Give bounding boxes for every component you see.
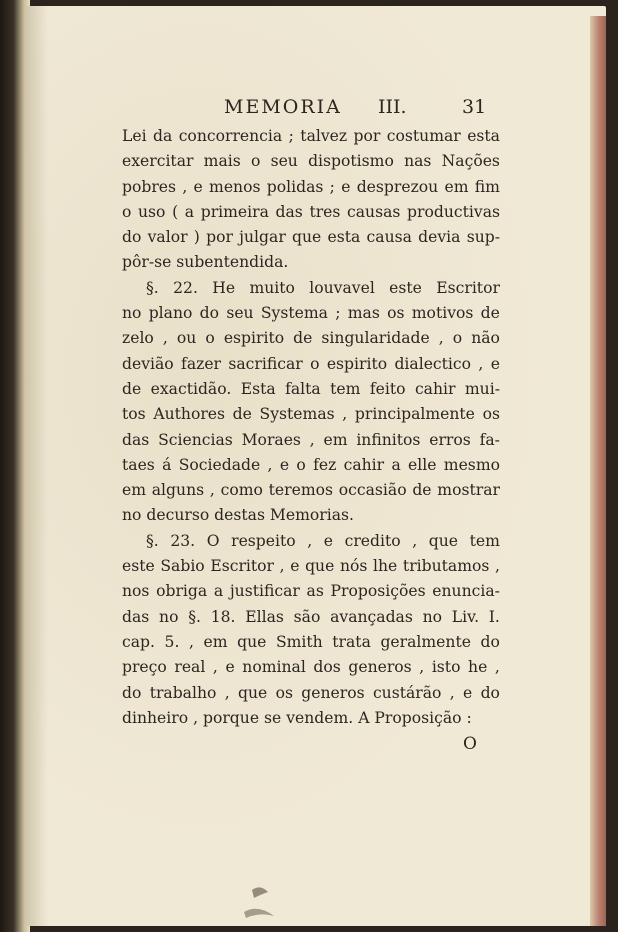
text-line: §. 23. O respeito , e credito , que tem xyxy=(146,531,500,550)
ink-smudge xyxy=(238,882,282,922)
text-line: em alguns , como teremos occasião de mostrar xyxy=(122,481,500,500)
text-line: este Sabio Escritor , e que nós lhe tributamos , xyxy=(122,557,500,576)
chapter-number: III. xyxy=(378,96,407,118)
catchword: O xyxy=(463,734,477,754)
text-line: cap. 5. , em que Smith trata geralmente do xyxy=(122,632,500,651)
page-number: 31 xyxy=(462,96,487,118)
text-line: do valor ) por julgar que esta causa devia sup- xyxy=(122,228,500,247)
text-line: das Sciencias Moraes , em infinitos erros fa- xyxy=(122,430,500,449)
text-line: Lei da concorrencia ; talvez por costumar esta xyxy=(122,127,500,145)
text-line: o uso ( a primeira das tres causas productivas xyxy=(122,202,500,221)
text-line: nos obriga a justificar as Proposições enuncia- xyxy=(122,582,500,601)
text-line: no plano do seu Systema ; mas os motivos de xyxy=(122,304,500,323)
text-line: pôr-se subentendida. xyxy=(122,253,289,272)
text-line: dinheiro , porque se vendem. A Proposição : xyxy=(122,708,472,727)
running-title: MEMORIA xyxy=(224,96,342,118)
text-line: §. 22. He muito louvavel este Escritor xyxy=(146,278,500,297)
text-line: tos Authores de Systemas , principalmente os xyxy=(122,405,500,424)
text-line: pobres , e menos polidas ; e desprezou em fim xyxy=(122,177,500,196)
text-line: taes á Sociedade , e o fez cahir a elle mesmo xyxy=(122,455,500,474)
text-line: zelo , ou o espirito de singularidade , o não xyxy=(122,329,500,348)
page-header xyxy=(216,96,500,124)
text-line: do trabalho , que os generos custárão , e do xyxy=(122,683,500,702)
text-line: das no §. 18. Ellas são avançadas no Liv. I. xyxy=(122,607,500,626)
text-line: no decurso destas Memorias. xyxy=(122,506,354,525)
text-line: de exactidão. Esta falta tem feito cahir mui- xyxy=(122,379,500,398)
page-edge xyxy=(590,16,606,926)
text-line: exercitar mais o seu dispotismo nas Nações xyxy=(122,152,500,171)
body-text xyxy=(122,124,500,731)
text-line: devião fazer sacrificar o espirito dialectico , e xyxy=(122,354,500,373)
text-line: preço real , e nominal dos generos , isto he , xyxy=(122,658,500,677)
